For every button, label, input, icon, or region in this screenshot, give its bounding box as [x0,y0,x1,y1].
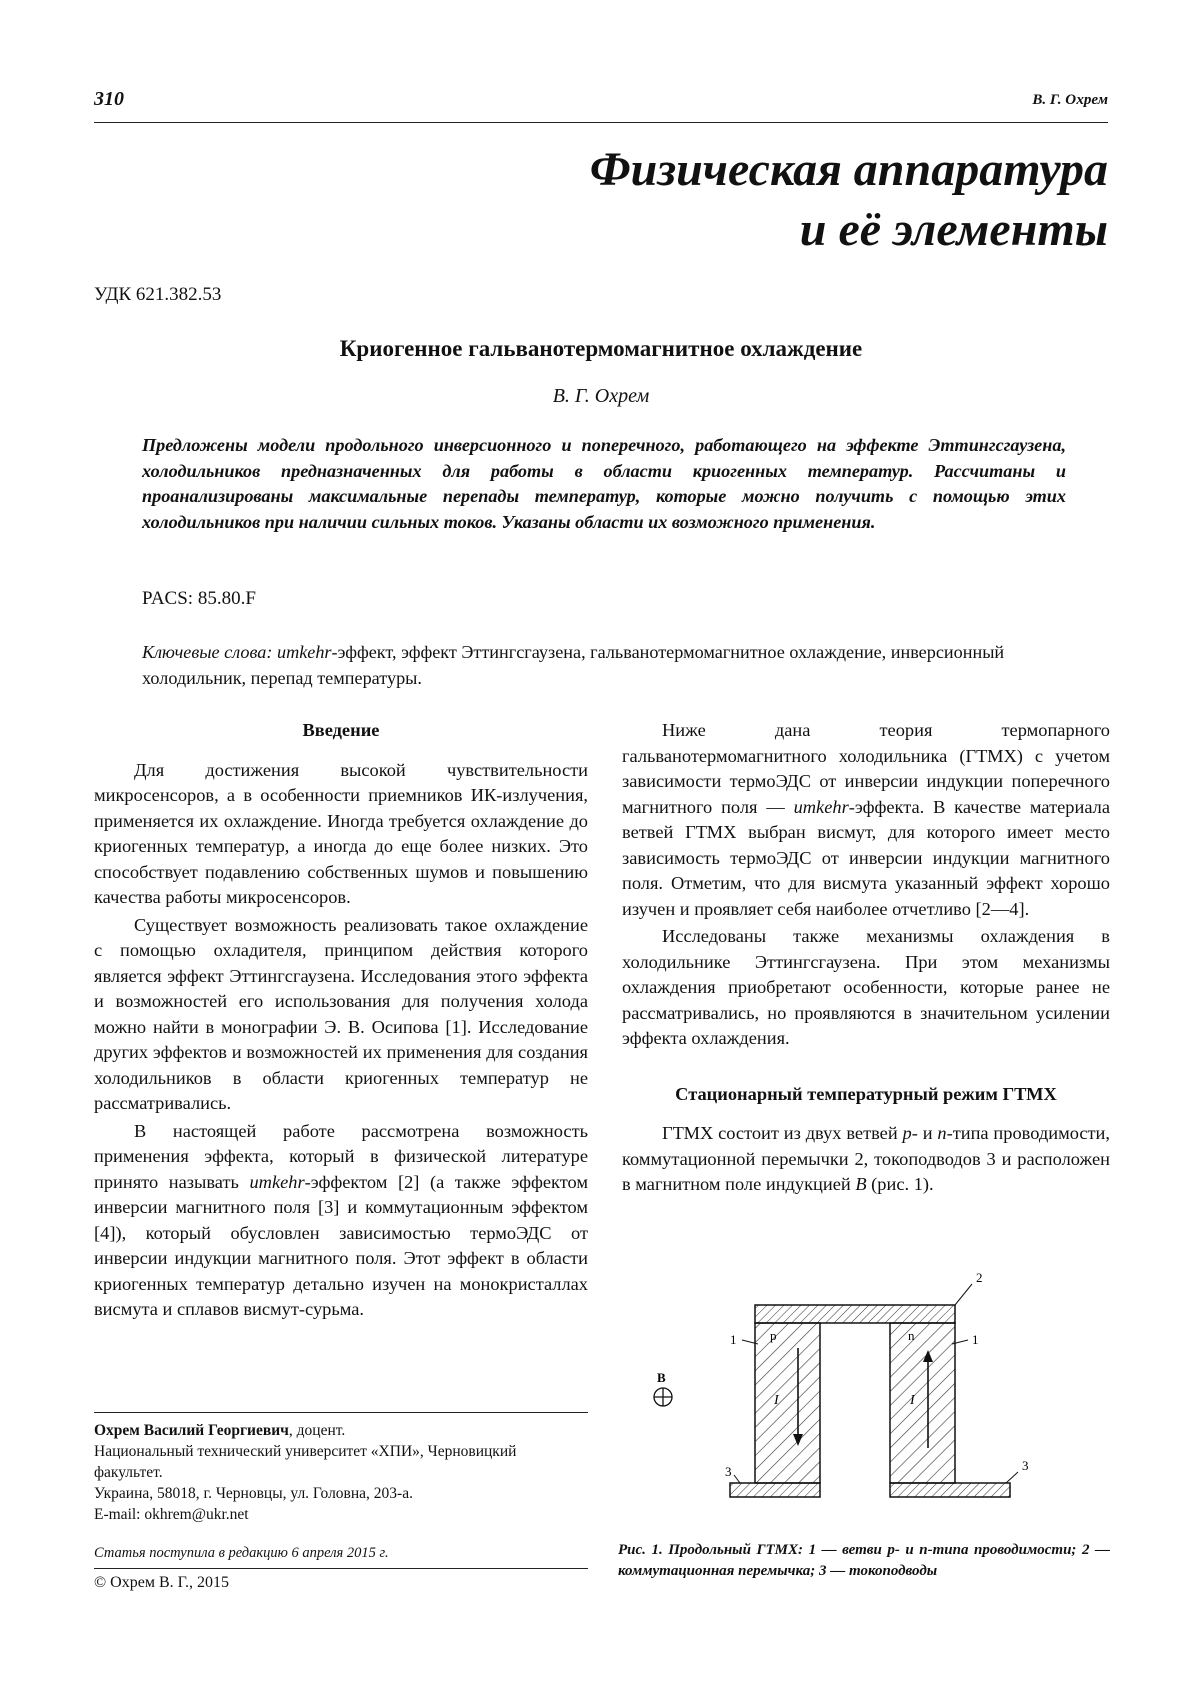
bridge-element [755,1305,955,1323]
intro-p3-part-a: В настоящей работе рассмотрена возможность применения эффекта, который в физической литературе принято называть [94,1120,588,1192]
page-number: 310 [94,88,124,110]
leader-line-left-lead [734,1475,740,1483]
article-title: Криогенное гальванотермомагнитное охлаждение [339,336,863,361]
abstract: Предложены модели продольного инверсионного и поперечного, работающего на эффекте Эттингсгаузена, холодильников предназначенных для работы в области криогенных температур. Рассчитаны и проанализированы максимальные перепады температур, которые можно получить с помощью этих холодильников при наличии сильных токов. Указаны области их возможного применения. [142,435,1066,532]
right-paragraph-1 [622,718,1110,922]
n-branch [890,1323,955,1483]
right-paragraph-2: Исследованы также механизмы охлаждения в холодильнике Эттингсгаузена. При этом механизмы охлаждения приобретают особенности, которые ранее не рассматривались, но проявляются в значительном усилении эффекта охлаждения. [622,926,1110,1048]
section-title-line-2: и её элементы [799,203,1108,256]
keywords-label: Ключевые слова: [142,642,273,662]
label-bridge: 2 [976,1270,983,1285]
footnote-rule [94,1412,588,1413]
intro-paragraph-3 [94,1119,588,1323]
keywords-italic-term: umkehr [276,642,332,662]
label-branch-left: 1 [730,1332,737,1347]
left-lead [730,1483,820,1497]
right-paragraph-3 [622,1121,1110,1198]
leader-line-right-lead [1006,1472,1018,1483]
author-address: Украина, 58018, г. Черновцы, ул. Головна, 203-а. [94,1485,413,1502]
author-role: , доцент. [288,1422,346,1439]
author-email: E-mail: okhrem@ukr.net [94,1506,249,1523]
label-n: n [908,1328,915,1343]
intro-p3-umkehr: umkehr [249,1171,305,1192]
author-full-name: Охрем Василий Георгиевич [94,1422,289,1439]
label-current-right: I [910,1393,915,1408]
right-p3-p: p [902,1123,912,1143]
intro-p3-part-b: -эффектом [2] (а также эффектом инверсии магнитного поля [3] и коммутационным эффектом [4]), который обусловлен зависимостью термоЭДС от инверсии индукции магнитного поля. Этот эффект в области криогенных температур детально изучен на монокристаллах висмута и сплавов висмут-сурьма. [94,1171,588,1319]
author-organization: Национальный технический университет «ХПИ», Черновицкий факультет. [94,1443,517,1481]
udk-code: УДК 621.382.53 [94,284,222,305]
right-lead [890,1483,1010,1497]
right-p3-part-b: - и [911,1123,938,1143]
stationary-regime-heading: Стационарный температурный режим ГТМХ [675,1083,1057,1104]
right-p1-part-b: -эффекта. В качестве материала ветвей ГТМХ выбран висмут, для которого имеет место зависимость термоЭДС от инверсии индукции магнитного поля. Отметим, что для висмута указанный эффект хорошо изучен и проявляет себя наиболее отчетливо [2—4]. [622,796,1110,919]
running-header-author: В. Г. Охрем [1032,92,1108,108]
left-column [94,718,588,1323]
author-affiliation [94,1420,588,1525]
pacs-code: PACS: 85.80.F [142,588,256,609]
right-p3-part-a: ГТМХ состоит из двух ветвей [662,1123,903,1143]
figure-1-diagram [657,1270,1040,1520]
leader-line-bridge [955,1284,972,1305]
copyright-rule [94,1568,588,1569]
right-p1-part-a: Ниже дана теория термопарного гальванотермомагнитного холодильника (ГТМХ) с учетом зависимости термоЭДС от инверсии индукции поперечного магнитного поля — [622,720,1110,817]
keywords [142,640,1072,691]
article-author: В. Г. Охрем [552,385,650,407]
header-rule [94,122,1108,123]
intro-paragraph-1: Для достижения высокой чувствительности микросенсоров, а в особенности приемников ИК-излучения, применяется их охлаждение. Иногда требуется охлаждение до криогенных температур, а иногда до еще более низких. Это способствует подавлению собственных шумов и повышению качества работы микросенсоров. [94,759,588,907]
label-p: p [770,1328,777,1343]
keywords-text: -эффект, эффект Эттингсгаузена, гальванотермомагнитное охлаждение, инверсионный холодильник, перепад температуры. [142,642,1005,688]
label-lead-left: 3 [725,1464,732,1479]
copyright: © Охрем В. Г., 2015 [94,1574,230,1591]
figure-1-caption: Рис. 1. Продольный ГТМХ: 1 — ветви p- и n-типа проводимости; 2 — коммутационная перемычка; 3 — токоподводы [618,1542,1110,1579]
right-p3-B: B [855,1174,867,1194]
right-p3-n: n [937,1123,947,1143]
right-p1-umkehr: umkehr [793,796,849,817]
intro-heading: Введение [302,720,380,740]
right-p3-part-d: (рис. 1). [866,1174,934,1194]
right-column [622,718,1110,1198]
label-current-left: I [774,1393,779,1408]
label-lead-right: 3 [1022,1458,1029,1473]
label-magnetic-field: B [657,1370,666,1385]
received-date: Статья поступила в редакцию 6 апреля 2015 г. [94,1545,389,1561]
p-branch [755,1323,820,1483]
section-title [590,140,1108,260]
intro-paragraph-2: Существует возможность реализовать такое охлаждение с помощью охладителя, принципом действия которого является эффект Эттингсгаузена. Исследования этого эффекта и возможностей его использования для получения холода можно найти в монографии Э. В. Осипова [1]. Исследование других эффектов и возможностей их применения для создания холодильников в области криогенных температур не рассматривались. [94,914,588,1113]
right-p3-part-c: -типа проводимости, коммутационной перемычки 2, токоподводов 3 и расположен в магнитном поле индукцией [622,1123,1111,1194]
section-title-line-1: Физическая аппаратура [589,143,1108,196]
label-branch-right: 1 [972,1332,979,1347]
